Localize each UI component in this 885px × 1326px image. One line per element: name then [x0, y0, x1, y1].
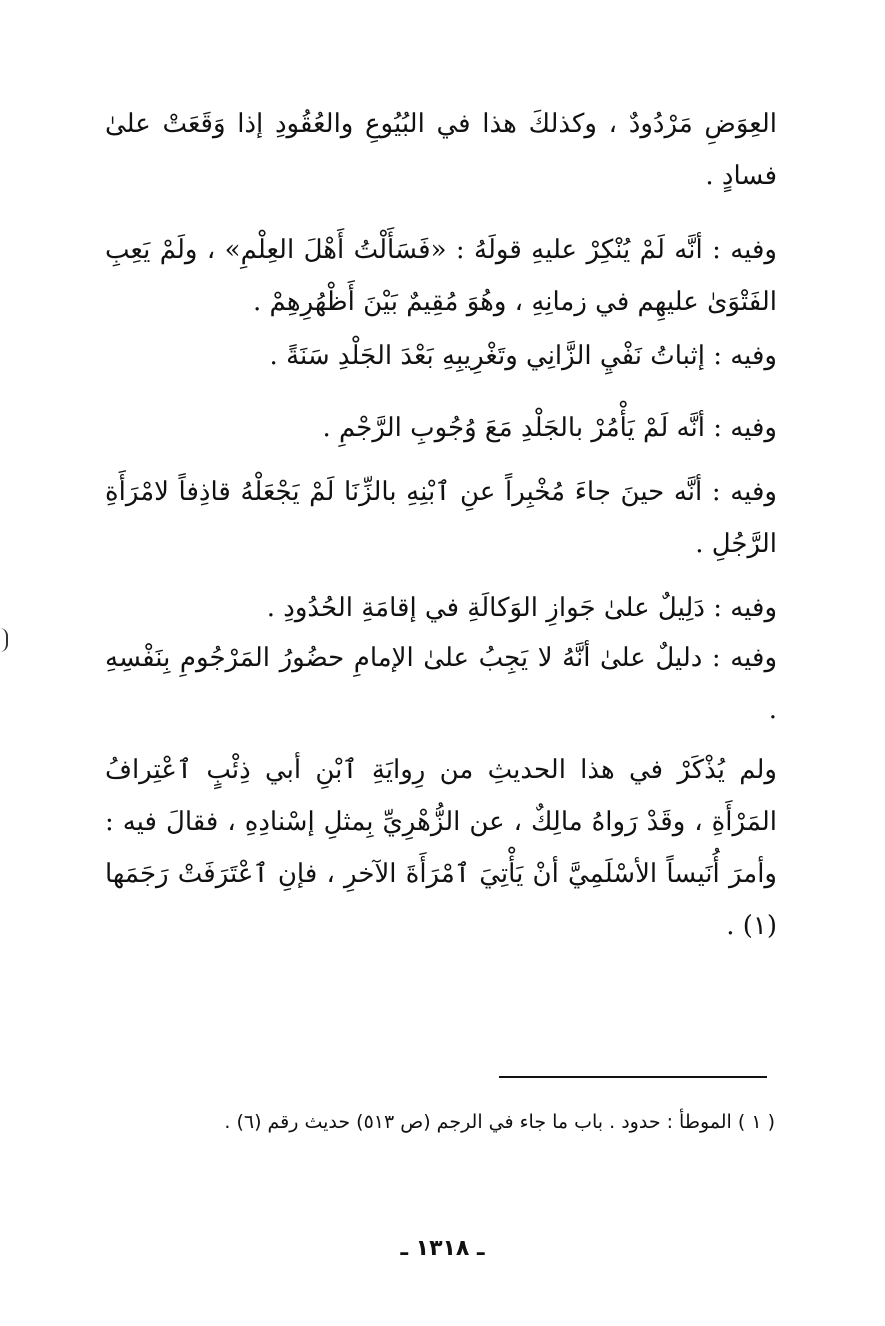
paragraph-8: ولم يُذْكَرْ في هذا الحديثِ من رِوايَةِ ٱبْنِ أبي ذِئْبٍ ٱعْتِرافُ المَرْأَةِ ، وقَدْ رَواهُ مالِكٌ ، عن الزُّهْرِيِّ بِمثلِ إسْنادِهِ ، فقالَ فيه : وأمرَ أُنَيساً الأسْلَمِيَّ أنْ يَأْتِيَ ٱمْرَأَةَ الآخرِ ، فإنِ ٱعْتَرَفَتْ رَجَمَها (١) .	[105, 755, 777, 941]
paragraph-5: وفيه : أنَّه حينَ جاءَ مُخْبِراً عنِ ٱبْنِهِ بالزِّنَا لَمْ يَجْعَلْهُ قاذِفاً لامْرَأَةِ الرَّجُلِ .	[105, 477, 777, 559]
paragraph-2: وفيه : أنَّه لَمْ يُنْكِرْ عليهِ قولَهُ : «فَسَأَلْتُ أَهْلَ العِلْمِ» ، ولَمْ يَعِبِ الفَتْوَىٰ عليهِم في زمانِهِ ، وهُوَ مُقِيمٌ بَيْنَ أَظْهُرِهِمْ .	[105, 235, 777, 317]
paragraph-1: العِوَضِ مَرْدُودٌ ، وكذلكَ هذا في البُيُوعِ والعُقُودِ إذا وَقَعَتْ علىٰ فسادٍ .	[105, 109, 777, 191]
paragraph-4: وفيه : أنَّه لَمْ يَأْمُرْ بالجَلْدِ مَعَ وُجُوبِ الرَّجْمِ .	[322, 413, 777, 443]
page-number: ـ ١٣١٨ ـ	[400, 1236, 485, 1261]
footnote: ( ١ ) الموطأ : حدود . باب ما جاء في الرجم (ص ٥١٣) حديث رقم (٦) .	[224, 1111, 775, 1133]
paragraph-3: وفيه : إثباتُ نَفْيِ الزَّانِي وتَغْرِيبِهِ بَعْدَ الجَلْدِ سَنَةً .	[269, 341, 777, 371]
paragraph-6: وفيه : دَلِيلٌ علىٰ جَوازِ الوَكالَةِ في إقامَةِ الحُدُودِ .	[266, 593, 777, 623]
margin-mark	[0, 628, 8, 652]
footnote-separator	[499, 1076, 767, 1078]
paragraph-7: وفيه : دليلٌ علىٰ أنَّهُ لا يَجِبُ علىٰ الإمامِ حضُورُ المَرْجُومِ بِنَفْسِهِ .	[105, 643, 777, 725]
